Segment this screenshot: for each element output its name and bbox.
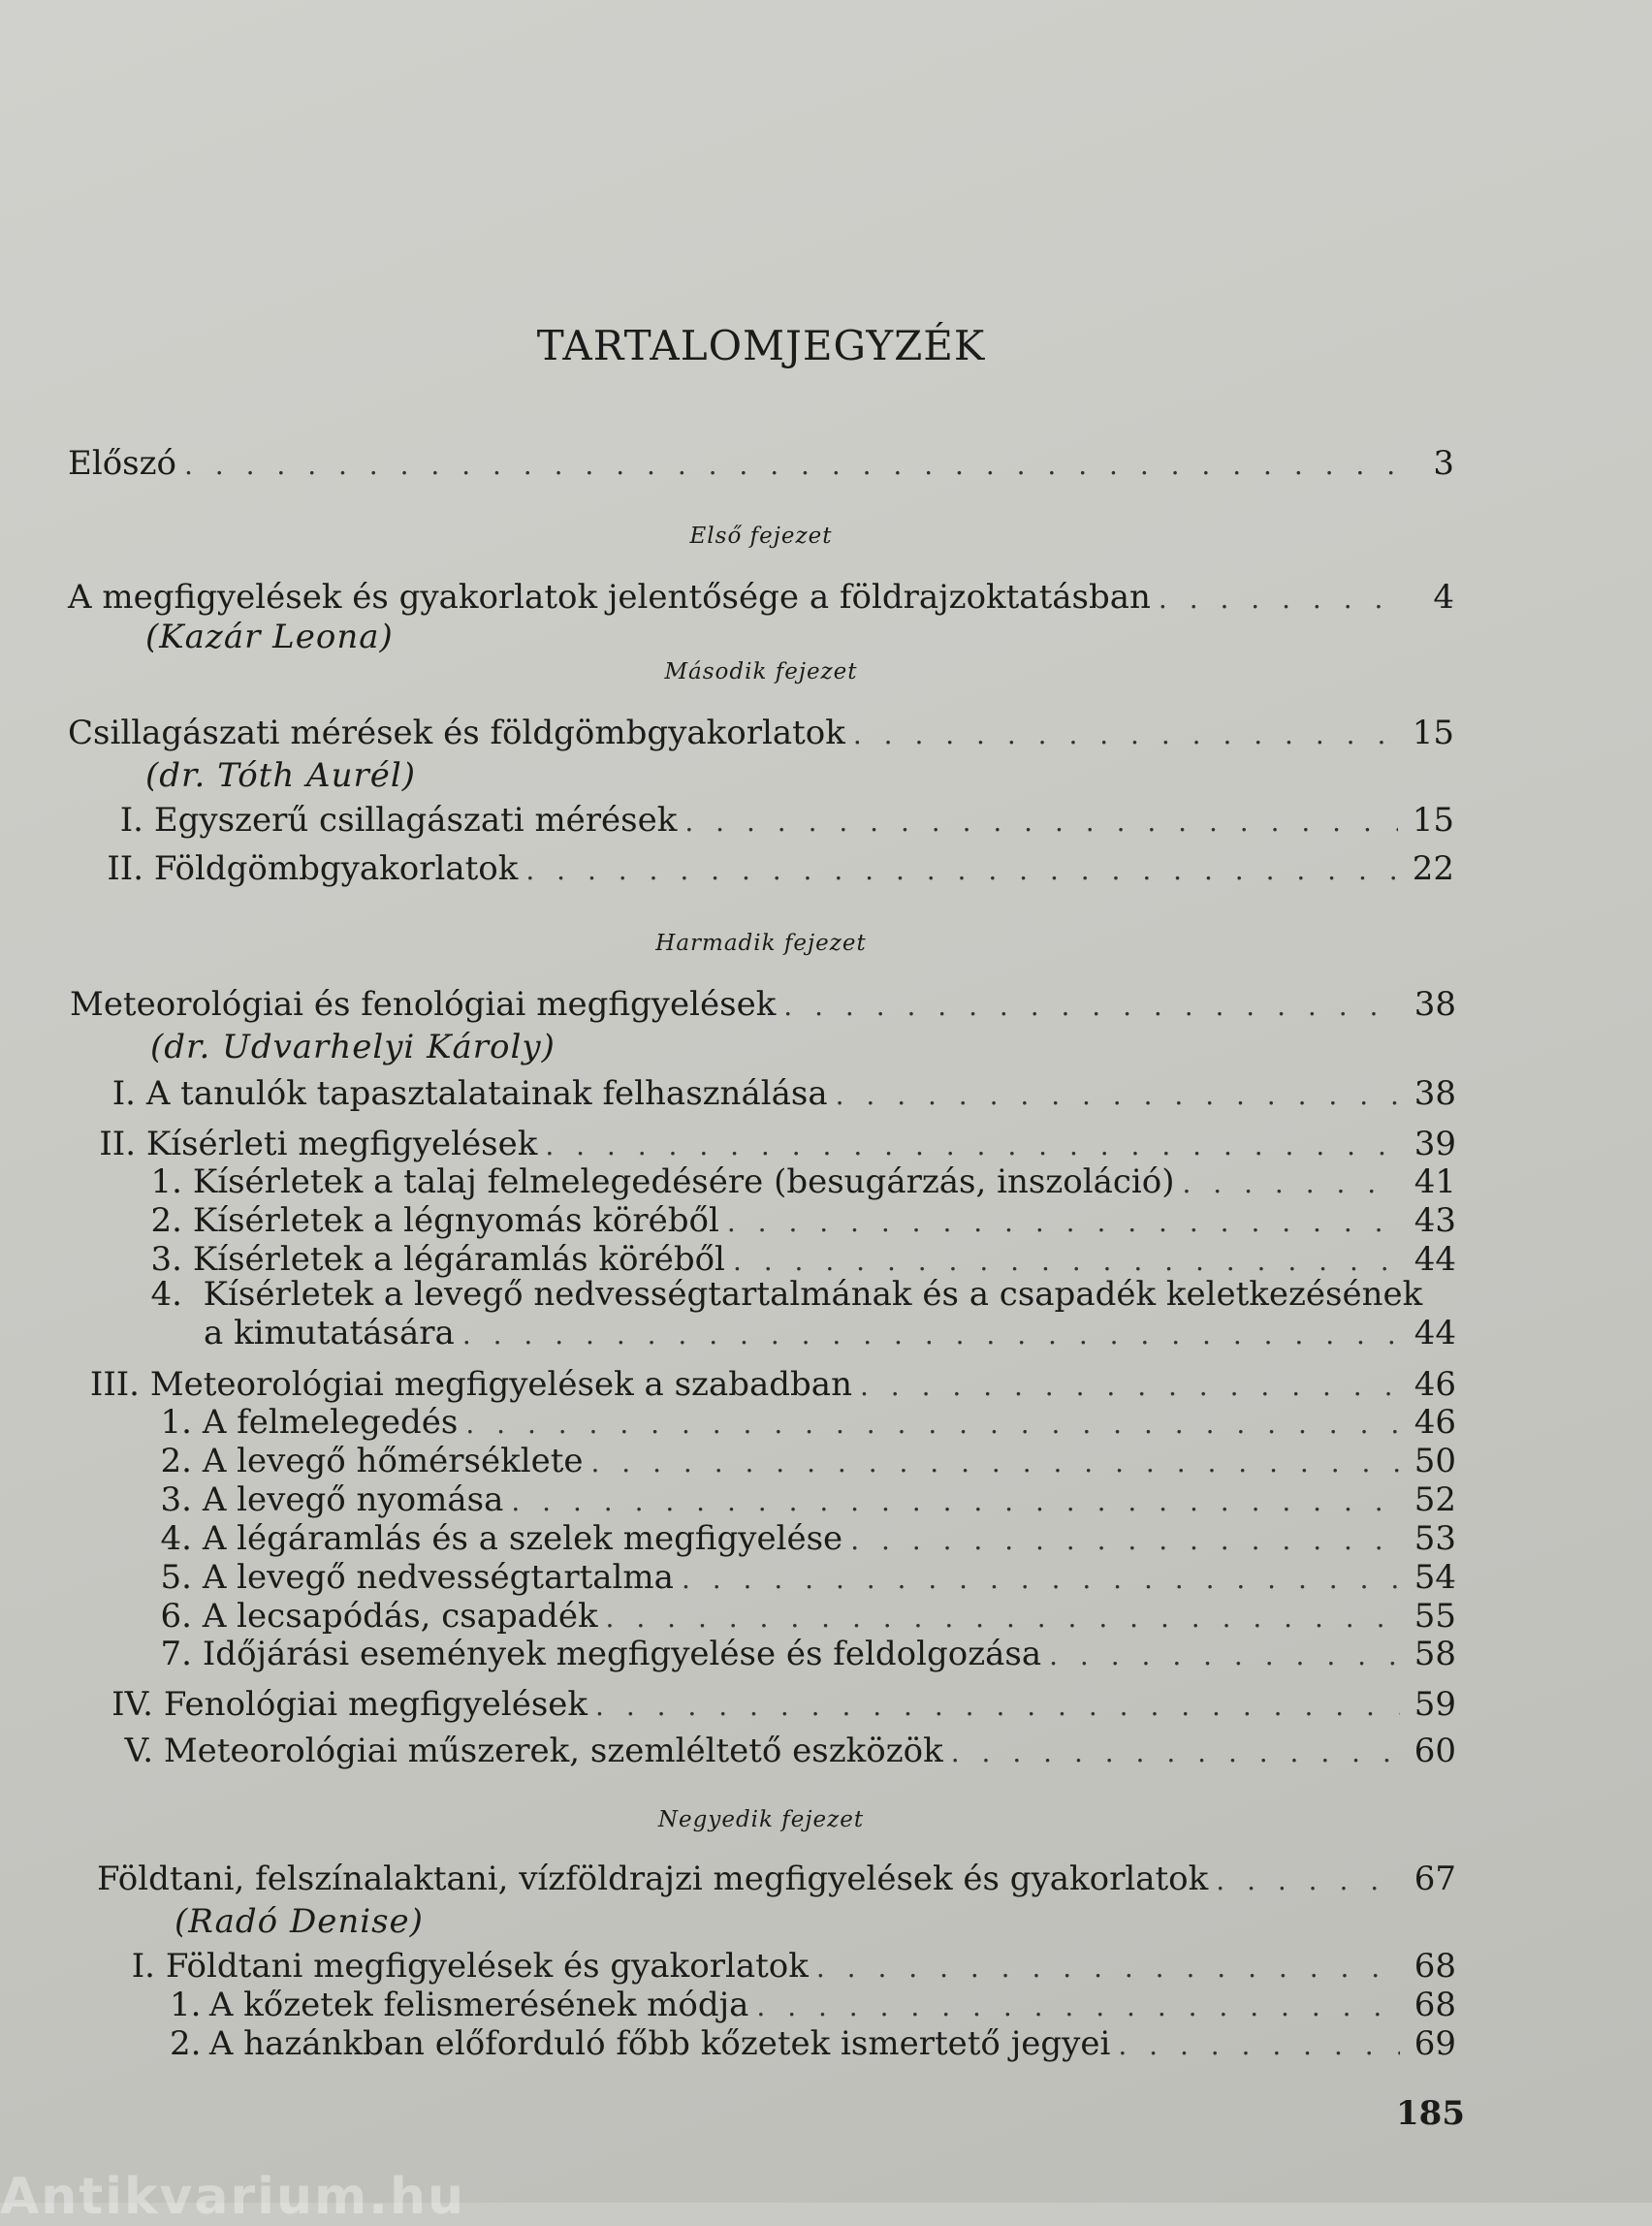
entry-page: 53: [1414, 1519, 1456, 1558]
entry-text: A levegő hőmérséklete: [202, 1442, 584, 1480]
toc-entry: [155, 1403, 1456, 1442]
toc-entry: [68, 444, 1454, 483]
leader-dots: [1183, 1167, 1401, 1199]
chapter-heading: Második fejezet: [664, 659, 858, 684]
entry-page: 46: [1414, 1365, 1456, 1404]
entry-page: 59: [1414, 1685, 1456, 1724]
leader-dots: [682, 1563, 1400, 1595]
leader-dots: [590, 1447, 1400, 1479]
leader-dots: [860, 1370, 1400, 1402]
entry-text: A megfigyelések és gyakorlatok jelentősége a földrajzoktatásban: [68, 578, 1151, 617]
entry-page: 41: [1414, 1162, 1456, 1201]
toc-entry: [145, 1201, 1456, 1240]
toc-entry: [87, 1125, 1456, 1163]
leader-dots: [850, 1524, 1400, 1556]
leader-dots: [595, 1690, 1400, 1722]
toc-entry: [155, 1442, 1456, 1480]
toc-entry: [145, 1275, 1422, 1314]
author: (Kazár Leona): [145, 618, 394, 656]
entry-text: Előszó: [68, 444, 176, 483]
entry-page: 43: [1414, 1201, 1456, 1240]
toc-entry: [145, 1240, 1456, 1279]
toc-entry: [87, 801, 1454, 840]
leader-dots: [951, 1736, 1400, 1768]
entry-number: I.: [119, 801, 143, 840]
leader-dots: [606, 1602, 1400, 1634]
entry-text: Kísérleti megfigyelések: [145, 1125, 538, 1163]
entry-text: Kísérletek a levegő nedvességtartalmának és a csapadék keletkezésének: [203, 1275, 1423, 1314]
toc-entry: [145, 1162, 1456, 1201]
leader-dots: [511, 1485, 1400, 1517]
toc-entry: [155, 1558, 1456, 1597]
toc-entry: [155, 1597, 1456, 1636]
leader-dots: [184, 449, 1398, 481]
author: (dr. Tóth Aurél): [145, 756, 417, 795]
leader-dots: [525, 854, 1398, 886]
entry-text: A levegő nyomása: [202, 1480, 504, 1519]
entry-page: 50: [1414, 1442, 1456, 1480]
entry-page: 69: [1414, 2024, 1456, 2063]
leader-dots: [783, 990, 1400, 1022]
toc-entry: [87, 1074, 1456, 1113]
entry-page: 44: [1414, 1314, 1456, 1352]
leader-dots: [1216, 1864, 1400, 1896]
toc-entry: [97, 1860, 1456, 1898]
entry-number: 3.: [150, 1240, 182, 1279]
entry-text: Földgömbgyakorlatok: [153, 849, 519, 888]
toc-entry: [155, 1519, 1456, 1558]
entry-number: 3.: [160, 1480, 192, 1519]
entry-text: A kőzetek felismerésének módja: [208, 1986, 749, 2024]
author: (Radó Denise): [175, 1902, 424, 1941]
entry-page: 60: [1414, 1732, 1456, 1770]
entry-number: 4.: [150, 1275, 182, 1314]
leader-dots: [727, 1206, 1400, 1238]
entry-number: 5.: [160, 1558, 192, 1597]
chapter-heading: Negyedik fejezet: [657, 1807, 865, 1832]
toc-entry: [68, 714, 1454, 752]
entry-number: 1.: [160, 1403, 192, 1442]
entry-number: II.: [107, 849, 143, 888]
entry-text: Egyszerű csillagászati mérések: [153, 801, 678, 840]
entry-page: 15: [1412, 801, 1454, 840]
entry-number: 4.: [160, 1519, 192, 1558]
entry-number: 2.: [150, 1201, 182, 1240]
chapter-heading: Harmadik fejezet: [655, 931, 867, 956]
entry-number: III.: [89, 1365, 140, 1404]
entry-page: 68: [1414, 1947, 1456, 1986]
entry-number: 2.: [170, 2024, 202, 2063]
entry-text: Időjárási események megfigyelése és feldolgozása: [202, 1635, 1042, 1673]
page-number: 185: [1396, 2094, 1465, 2133]
leader-dots: [1049, 1639, 1400, 1671]
toc-entry: [116, 1947, 1456, 1986]
entry-number: I.: [131, 1947, 155, 1986]
leader-dots: [816, 1952, 1400, 1984]
entry-text: Csillagászati mérések és földgömbgyakorlatok: [68, 714, 845, 752]
page-title: TARTALOMJEGYZÉK: [536, 322, 986, 369]
entry-page: 46: [1414, 1403, 1456, 1442]
entry-number: 6.: [160, 1597, 192, 1636]
entry-text: Meteorológiai megfigyelések a szabadban: [149, 1365, 852, 1404]
toc-entry: [170, 2024, 1456, 2063]
entry-number: I.: [111, 1074, 136, 1113]
entry-number: 1.: [150, 1162, 182, 1201]
entry-text: A légáramlás és a szelek megfigyelése: [202, 1519, 843, 1558]
leader-dots: [1118, 2029, 1400, 2061]
toc-entry: [204, 1314, 1456, 1352]
entry-page: 55: [1414, 1597, 1456, 1636]
author: (dr. Udvarhelyi Károly): [150, 1028, 556, 1066]
toc-entry: [68, 578, 1454, 617]
entry-text: Kísérletek a légáramlás köréből: [192, 1240, 725, 1279]
leader-dots: [684, 806, 1398, 838]
entry-page: 38: [1414, 985, 1456, 1024]
entry-number: 2.: [160, 1442, 192, 1480]
entry-page: 54: [1414, 1558, 1456, 1597]
toc-entry: [155, 1635, 1456, 1673]
leader-dots: [853, 718, 1398, 750]
leader-dots: [465, 1408, 1400, 1440]
entry-text: Kísérletek a talaj felmelegedésére (besugárzás, inszoláció): [192, 1162, 1175, 1201]
watermark: Antikvarium.hu: [0, 2168, 465, 2226]
leader-dots: [545, 1129, 1400, 1161]
entry-text: a kimutatására: [204, 1314, 455, 1352]
toc-entry: [97, 1685, 1456, 1724]
entry-page: 15: [1412, 714, 1454, 752]
leader-dots: [733, 1245, 1400, 1277]
toc-entry: [70, 985, 1456, 1024]
entry-page: 44: [1414, 1240, 1456, 1279]
toc-entry: [87, 849, 1454, 888]
entry-number: IV.: [111, 1685, 153, 1724]
entry-number: 7.: [160, 1635, 192, 1673]
entry-number: II.: [99, 1125, 136, 1163]
entry-page: 39: [1414, 1125, 1456, 1163]
entry-text: Fenológiai megfigyelések: [163, 1685, 588, 1724]
entry-page: 38: [1414, 1074, 1456, 1113]
leader-dots: [462, 1319, 1400, 1351]
entry-page: 3: [1433, 444, 1454, 483]
entry-text: A tanulók tapasztalatainak felhasználása: [145, 1074, 828, 1113]
leader-dots: [836, 1079, 1400, 1111]
entry-page: 4: [1433, 578, 1454, 617]
entry-text: A levegő nedvességtartalma: [202, 1558, 674, 1597]
entry-number: V.: [124, 1732, 153, 1770]
entry-page: 68: [1414, 1986, 1456, 2024]
entry-text: Földtani megfigyelések és gyakorlatok: [165, 1947, 809, 1986]
entry-page: 52: [1414, 1480, 1456, 1519]
chapter-heading: Első fejezet: [689, 524, 833, 549]
entry-page: 67: [1414, 1860, 1456, 1898]
entry-page: 58: [1414, 1635, 1456, 1673]
toc-entry: [155, 1480, 1456, 1519]
leader-dots: [1159, 583, 1398, 615]
toc-entry: [97, 1732, 1456, 1770]
entry-page: 22: [1412, 849, 1454, 888]
entry-text: Meteorológiai és fenológiai megfigyelések: [70, 985, 777, 1024]
entry-number: 1.: [170, 1986, 202, 2024]
toc-entry: [79, 1365, 1456, 1404]
toc-entry: [170, 1986, 1456, 2024]
entry-text: A lecsapódás, csapadék: [202, 1597, 598, 1636]
entry-text: Földtani, felszínalaktani, vízföldrajzi megfigyelések és gyakorlatok: [97, 1860, 1209, 1898]
entry-text: A felmelegedés: [202, 1403, 459, 1442]
leader-dots: [756, 1990, 1400, 2022]
entry-text: Meteorológiai műszerek, szemléltető eszközök: [163, 1732, 943, 1770]
entry-text: A hazánkban előforduló főbb kőzetek ismertető jegyei: [208, 2024, 1111, 2063]
entry-text: Kísérletek a légnyomás köréből: [192, 1201, 719, 1240]
